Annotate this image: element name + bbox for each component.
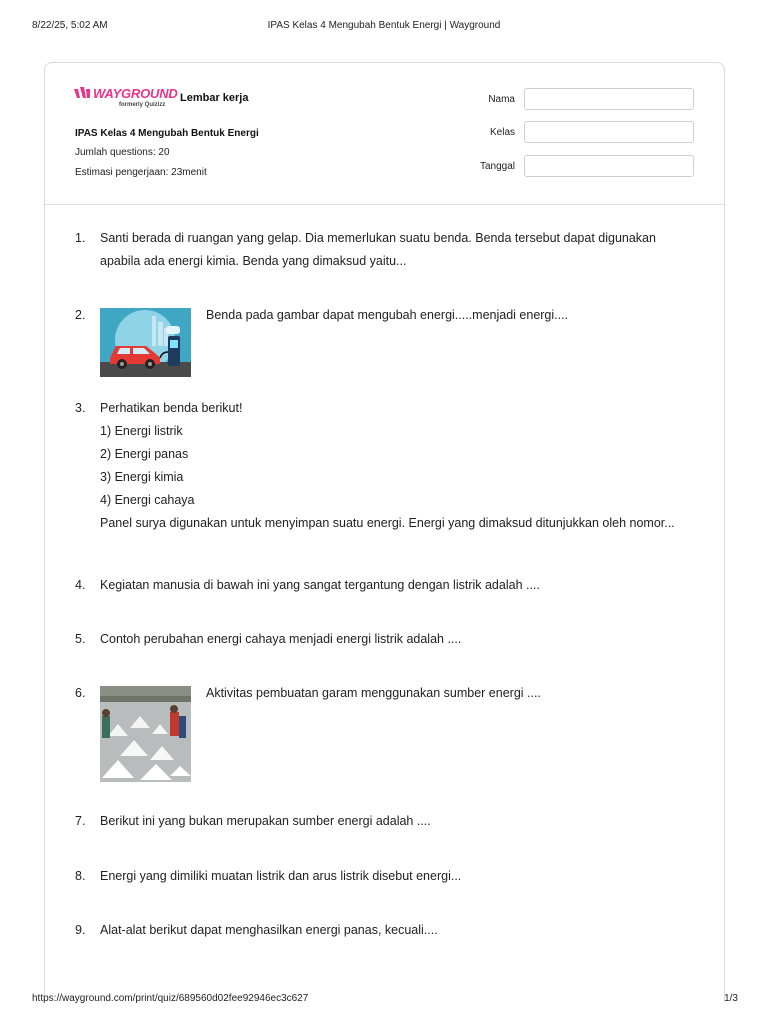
question-text: Berikut ini yang bukan merupakan sumber energi adalah .... xyxy=(100,814,431,828)
print-url: https://wayground.com/print/quiz/689560d02fee92946ec3c627 xyxy=(32,993,309,1004)
question-number: 3. xyxy=(75,401,86,415)
question-item xyxy=(75,682,704,782)
question-text: apabila ada energi kimia. Benda yang dimaksud yaitu... xyxy=(100,254,407,268)
worksheet xyxy=(44,62,725,1002)
question-number: 2. xyxy=(75,308,86,322)
sheet-label: Lembar kerja xyxy=(180,92,249,104)
question-text: Panel surya digunakan untuk menyimpan suatu energi. Energi yang dimaksud ditunjukkan oleh nomor... xyxy=(100,516,675,530)
question-number: 7. xyxy=(75,814,86,828)
question-text: Perhatikan benda berikut! xyxy=(100,401,243,415)
question-number: 1. xyxy=(75,231,86,245)
wayground-logo xyxy=(74,86,178,113)
worksheet-header xyxy=(45,63,724,205)
time-estimate: Estimasi pengerjaan: 23menit xyxy=(75,167,207,178)
option-text: 2) Energi panas xyxy=(100,447,189,461)
date-field[interactable] xyxy=(524,155,694,177)
question-number: 6. xyxy=(75,686,86,700)
page-number: 1/3 xyxy=(724,993,738,1004)
name-field[interactable] xyxy=(524,88,694,110)
logo-subtitle: formerly Quizizz xyxy=(119,102,166,108)
question-item xyxy=(75,304,704,376)
question-number: 5. xyxy=(75,632,86,646)
print-page-title: IPAS Kelas 4 Mengubah Bentuk Energi | Wayground xyxy=(267,20,501,31)
question-number: 9. xyxy=(75,923,86,937)
print-datetime: 8/22/25, 5:02 AM xyxy=(32,20,108,31)
question-text: Alat-alat berikut dapat menghasilkan energi panas, kecuali.... xyxy=(100,923,438,937)
print-header xyxy=(32,20,736,34)
car-charging-image xyxy=(100,308,191,377)
class-field[interactable] xyxy=(524,121,694,143)
question-text: Aktivitas pembuatan garam menggunakan sumber energi .... xyxy=(206,686,541,700)
option-text: 1) Energi listrik xyxy=(100,424,183,438)
option-text: 4) Energi cahaya xyxy=(100,493,195,507)
question-number: 4. xyxy=(75,578,86,592)
name-label: Nama xyxy=(488,94,515,105)
class-label: Kelas xyxy=(489,127,515,138)
quiz-title: IPAS Kelas 4 Mengubah Bentuk Energi xyxy=(75,128,259,139)
salt-field-image xyxy=(100,686,191,782)
date-label: Tanggal xyxy=(479,161,515,172)
question-list xyxy=(45,205,724,1002)
question-text: Kegiatan manusia di bawah ini yang sangat tergantung dengan listrik adalah .... xyxy=(100,578,540,592)
question-count: Jumlah questions: 20 xyxy=(75,147,170,158)
question-text: Energi yang dimiliki muatan listrik dan arus listrik disebut energi... xyxy=(100,869,462,883)
question-text: Santi berada di ruangan yang gelap. Dia memerlukan suatu benda. Benda tersebut dapat digunakan xyxy=(100,231,656,245)
logo-wordmark: WAYGROUND xyxy=(93,86,178,101)
option-text: 3) Energi kimia xyxy=(100,470,184,484)
question-text: Benda pada gambar dapat mengubah energi.....menjadi energi.... xyxy=(206,308,569,322)
question-text: Contoh perubahan energi cahaya menjadi energi listrik adalah .... xyxy=(100,632,462,646)
print-footer xyxy=(32,993,738,1007)
question-number: 8. xyxy=(75,869,86,883)
